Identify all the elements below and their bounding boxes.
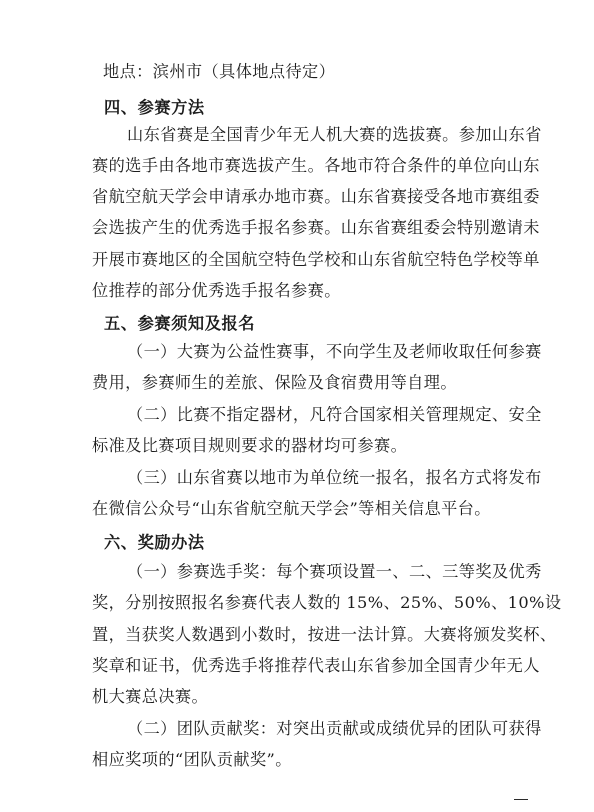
paragraph-line: 标准及比赛项目规则要求的器材均可参赛。 [92,436,408,455]
paragraph-line: （二）比赛不指定器材，凡符合国家相关管理规定、安全 [127,405,542,424]
paragraph-line: 省航空航天学会申请承办地市赛。山东省赛接受各地市赛组委 [92,187,540,206]
paragraph-line: （二）团队贡献奖：对突出贡献或成绩优异的团队可获得 [127,719,542,738]
section-heading-awards: 六、奖励办法 [104,533,205,552]
paragraph-line: （一）大赛为公益性赛事，不向学生及老师收取任何参赛 [127,342,542,361]
paragraph-line: 会选拔产生的优秀选手报名参赛。山东省赛组委会特别邀请未 [92,218,540,237]
paragraph-line: 位推荐的部分优秀选手报名参赛。 [92,281,341,300]
paragraph-line: 赛的选手由各地市赛选拔产生。各地市符合条件的单位向山东 [92,156,540,175]
paragraph-line: 开展市赛地区的全国航空特色学校和山东省航空特色学校等单 [92,250,540,269]
paragraph-line: 奖章和证书，优秀选手将推荐代表山东省参加全国青少年无人 [92,656,540,675]
paragraph-line: 相应奖项的“团队贡献奖”。 [92,750,292,769]
page-number-dash [514,799,528,800]
paragraph-line: （三）山东省赛以地市为单位统一报名，报名方式将发布 [127,468,542,487]
paragraph-line: 置，当获奖人数遇到小数时，按进一法计算。大赛将颁发奖杯、 [92,625,557,644]
section-heading-notice-and-registration: 五、参赛须知及报名 [104,314,256,333]
section-heading-participation-method: 四、参赛方法 [104,98,205,117]
paragraph-line: 奖，分别按照报名参赛代表人数的 15%、25%、50%、10%设 [92,593,562,612]
paragraph-line: 机大赛总决赛。 [92,687,209,706]
paragraph-line: 山东省赛是全国青少年无人机大赛的选拔赛。参加山东省 [127,125,542,144]
paragraph-line: 在微信公众号“山东省航空航天学会”等相关信息平台。 [92,499,491,518]
location-line: 地点：滨州市（具体地点待定） [103,62,336,81]
paragraph-line: （一）参赛选手奖：每个赛项设置一、二、三等奖及优秀 [127,562,542,581]
paragraph-line: 费用，参赛师生的差旅、保险及食宿费用等自理。 [92,373,457,392]
